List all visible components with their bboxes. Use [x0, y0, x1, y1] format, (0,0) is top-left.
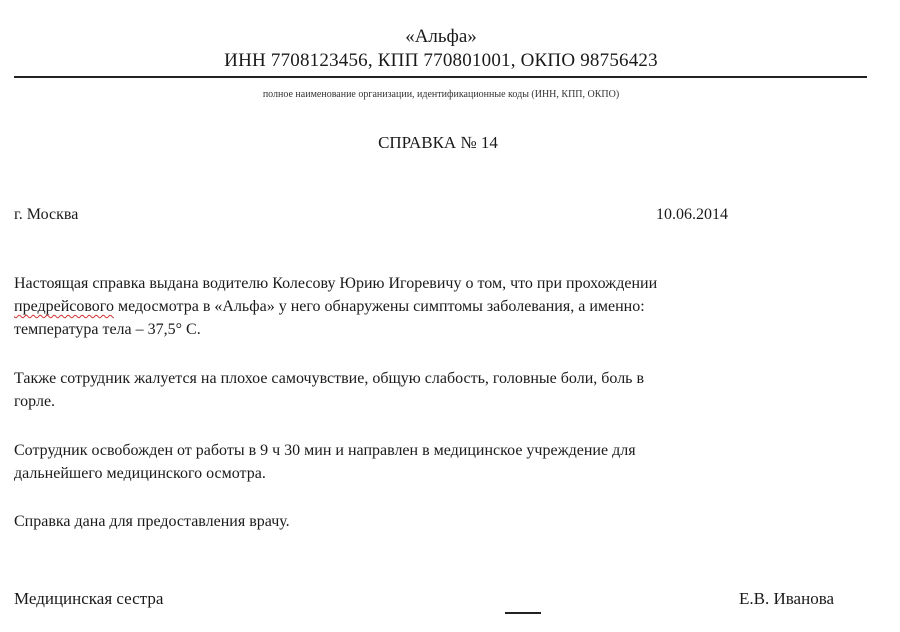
paragraph-complaints [14, 367, 864, 413]
paragraph-line-rest: медосмотра в «Альфа» у него обнаружены симптомы заболевания, а именно: [113, 298, 645, 315]
paragraph-line: Настоящая справка выдана водителю Колесову Юрию Игоревичу о том, что при прохождении [14, 275, 658, 292]
document-title: СПРАВКА № 14 [378, 133, 498, 152]
paragraph-line: Также сотрудник жалуется на плохое самочувствие, общую слабость, головные боли, боль в [14, 370, 645, 387]
signer-name: Е.В. Иванова [739, 589, 835, 608]
signature-line [505, 612, 541, 614]
header-caption: полное наименование организации, идентификационные коды (ИНН, КПП, ОКПО) [262, 89, 620, 100]
paragraph-line: Справка дана для предоставления врачу. [14, 513, 290, 530]
document-date: 10.06.2014 [656, 206, 728, 223]
header-rule [14, 76, 867, 78]
paragraph-purpose [14, 510, 864, 533]
document-place: г. Москва [14, 206, 79, 223]
paragraph-line [14, 295, 864, 318]
organization-name: «Альфа» [405, 26, 477, 47]
paragraph-line: температура тела – 37,5° С. [14, 321, 201, 338]
paragraph-line: Сотрудник освобожден от работы в 9 ч 30 мин и направлен в медицинское учреждение для [14, 442, 636, 459]
paragraph-symptoms [14, 272, 864, 341]
spellcheck-word: предрейсового [14, 298, 114, 315]
paragraph-line: дальнейшего медицинского осмотра. [14, 465, 266, 482]
signer-position: Медицинская сестра [14, 589, 164, 608]
paragraph-release [14, 439, 864, 485]
organization-codes: ИНН 7708123456, КПП 770801001, ОКПО 98756423 [224, 50, 658, 71]
paragraph-line: горле. [14, 393, 56, 410]
